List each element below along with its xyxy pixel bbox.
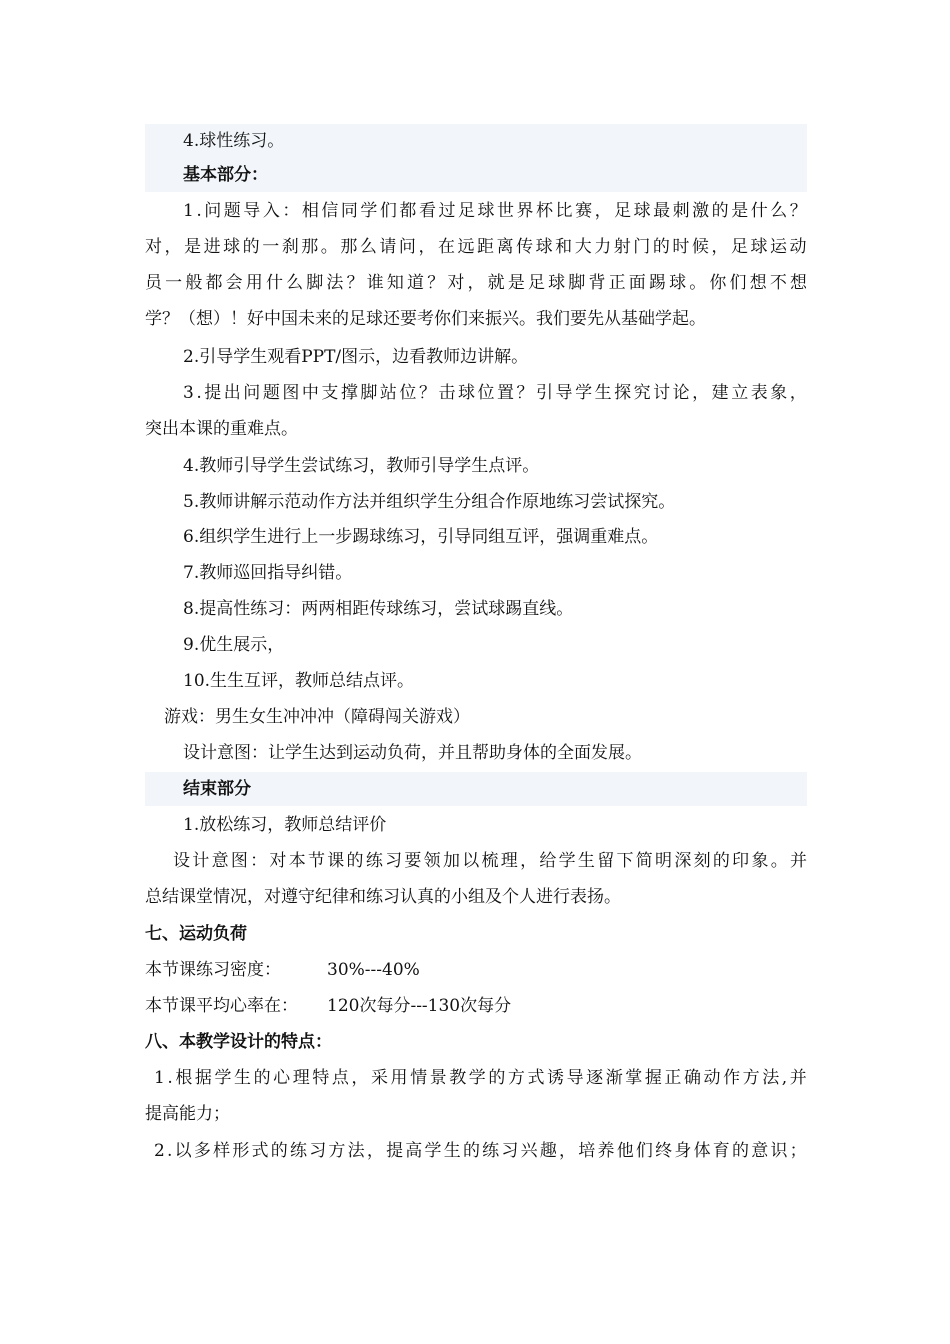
section-heading-basic: 基本部分： [145, 158, 807, 192]
game-line: 游戏：男生女生冲冲冲（障碍闯关游戏） [164, 707, 470, 727]
section-heading-features: 八、本教学设计的特点： [145, 1032, 332, 1052]
practice-density-label: 本节课练习密度： [145, 960, 281, 980]
step-10: 10.生生互评，教师总结点评。 [183, 671, 415, 691]
step-9: 9.优生展示， [183, 635, 285, 655]
design-intent-2-line-1: 设 计 意 图 ： 对 本 节 课 的 练 习 要 领 加 以 梳 理 ， 给 学 生 留 下 简 明 深 刻 的 印 象 。 并 [173, 851, 807, 871]
step-4: 4.教师引导学生尝试练习，教师引导学生点评。 [183, 456, 540, 476]
section-heading-ending: 结束部分 [145, 772, 807, 806]
paragraph-1-line-3: 员 一 般 都 会 用 什 么 脚 法 ？ 谁 知 道 ？ 对 ， 就 是 足 球 脚 背 正 面 踢 球 。 你 们 想 不 想 [145, 273, 807, 293]
step-6: 6.组织学生进行上一步踢球练习，引导同组互评，强调重难点。 [183, 527, 659, 547]
heart-rate-label: 本节课平均心率在： [145, 996, 298, 1016]
warmup-item-4: 4.球性练习。 [145, 124, 807, 158]
step-7: 7.教师巡回指导纠错。 [183, 563, 353, 583]
step-2: 2.引导学生观看PPT/图示，边看教师边讲解。 [183, 347, 529, 367]
step-5: 5.教师讲解示范动作方法并组织学生分组合作原地练习尝试探究。 [183, 492, 676, 512]
step-3-line-2: 突出本课的重难点。 [145, 419, 298, 439]
step-3-line-1: 3 . 提 出 问 题 图 中 支 撑 脚 站 位 ？ 击 球 位 置 ？ 引 导 学 生 探 究 讨 论 ， 建 立 表 象 ， [183, 383, 807, 403]
feature-2: 2 . 以 多 样 形 式 的 练 习 方 法 ， 提 高 学 生 的 练 习 兴 趣 ， 培 养 他 们 终 身 体 育 的 意 识 ； [154, 1141, 807, 1161]
feature-1-line-1: 1 . 根 据 学 生 的 心 理 特 点 ， 采 用 情 景 教 学 的 方 式 诱 导 逐 渐 掌 握 正 确 动 作 方 法 , 并 [154, 1068, 807, 1088]
paragraph-1-line-1: 1 . 问 题 导 入 ： 相 信 同 学 们 都 看 过 足 球 世 界 杯 比 赛 ， 足 球 最 刺 激 的 是 什 么 ？ [183, 201, 807, 221]
practice-density-value: 30%---40% [327, 960, 420, 980]
section-heading-load: 七、运动负荷 [145, 924, 247, 944]
paragraph-1-line-4: 学？（想）！好中国未来的足球还要考你们来振兴。我们要先从基础学起。 [145, 309, 706, 329]
feature-1-line-2: 提高能力； [145, 1104, 230, 1124]
design-intent-2-line-2: 总结课堂情况，对遵守纪律和练习认真的小组及个人进行表扬。 [145, 887, 621, 907]
heart-rate-value: 120次每分---130次每分 [327, 996, 512, 1016]
paragraph-1-line-2: 对 ， 是 进 球 的 一 刹 那 。 那 么 请 问 ， 在 远 距 离 传 球 和 大 力 射 门 的 时 候 ， 足 球 运 动 [145, 237, 807, 257]
step-8: 8.提高性练习：两两相距传球练习，尝试球踢直线。 [183, 599, 574, 619]
ending-item-1: 1.放松练习，教师总结评价 [183, 815, 387, 835]
design-intent-1: 设计意图：让学生达到运动负荷，并且帮助身体的全面发展。 [183, 743, 642, 763]
